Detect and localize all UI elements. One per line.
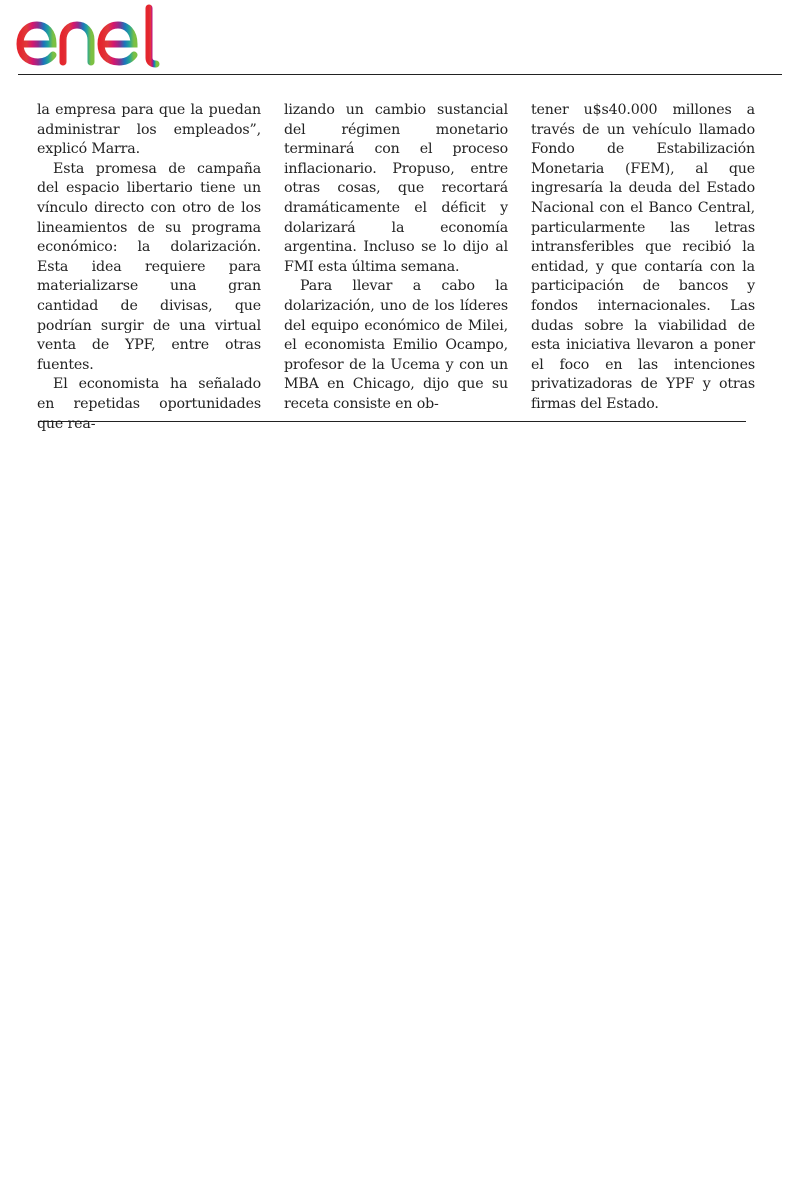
article-end-rule (38, 421, 746, 422)
header-rule (18, 74, 782, 75)
article-column-3 (531, 101, 755, 415)
paragraph: tener u$s40.000 millones a través de un vehículo llamado Fondo de Estabilización Monetaria (FEM), al que ingresaría la deuda del Estado Nacional con el Banco Central, particularmente las letras intransferibles que recibió la entidad, y que contaría con la participación de bancos y fondos internacionales. Las dudas sobre la viabilidad de esta iniciativa llevaron a poner el foco en las intenciones privatizadoras de YPF y otras firmas del Estado. (531, 102, 755, 412)
article-column-2 (284, 101, 508, 415)
article-column-1 (37, 101, 261, 434)
paragraph: El economista ha señalado en repetidas oportunidades que rea- (37, 376, 261, 432)
paragraph: Esta promesa de campaña del espacio libertario tiene un vínculo directo con otro de los lineamientos de su programa económico: la dolarización. Esta idea requiere para materializarse una gran cantidad de divisas, que podrían surgir de una virtual venta de YPF, entre otras fuentes. (37, 160, 261, 373)
paragraph: lizando un cambio sustancial del régimen monetario terminará con el proceso inflacionario. Propuso, entre otras cosas, que recortará dramáticamente el déficit y dolarizará la economía argentina. Incluso se lo dijo al FMI esta última semana. (284, 102, 508, 275)
enel-logo (16, 4, 182, 68)
paragraph: Para llevar a cabo la dolarización, uno de los líderes del equipo económico de Milei, el economista Emilio Ocampo, profesor de la Ucema y con un MBA en Chicago, dijo que su receta consiste en ob- (284, 278, 508, 412)
paragraph: la empresa para que la puedan administrar los empleados”, explicó Marra. (37, 102, 261, 158)
